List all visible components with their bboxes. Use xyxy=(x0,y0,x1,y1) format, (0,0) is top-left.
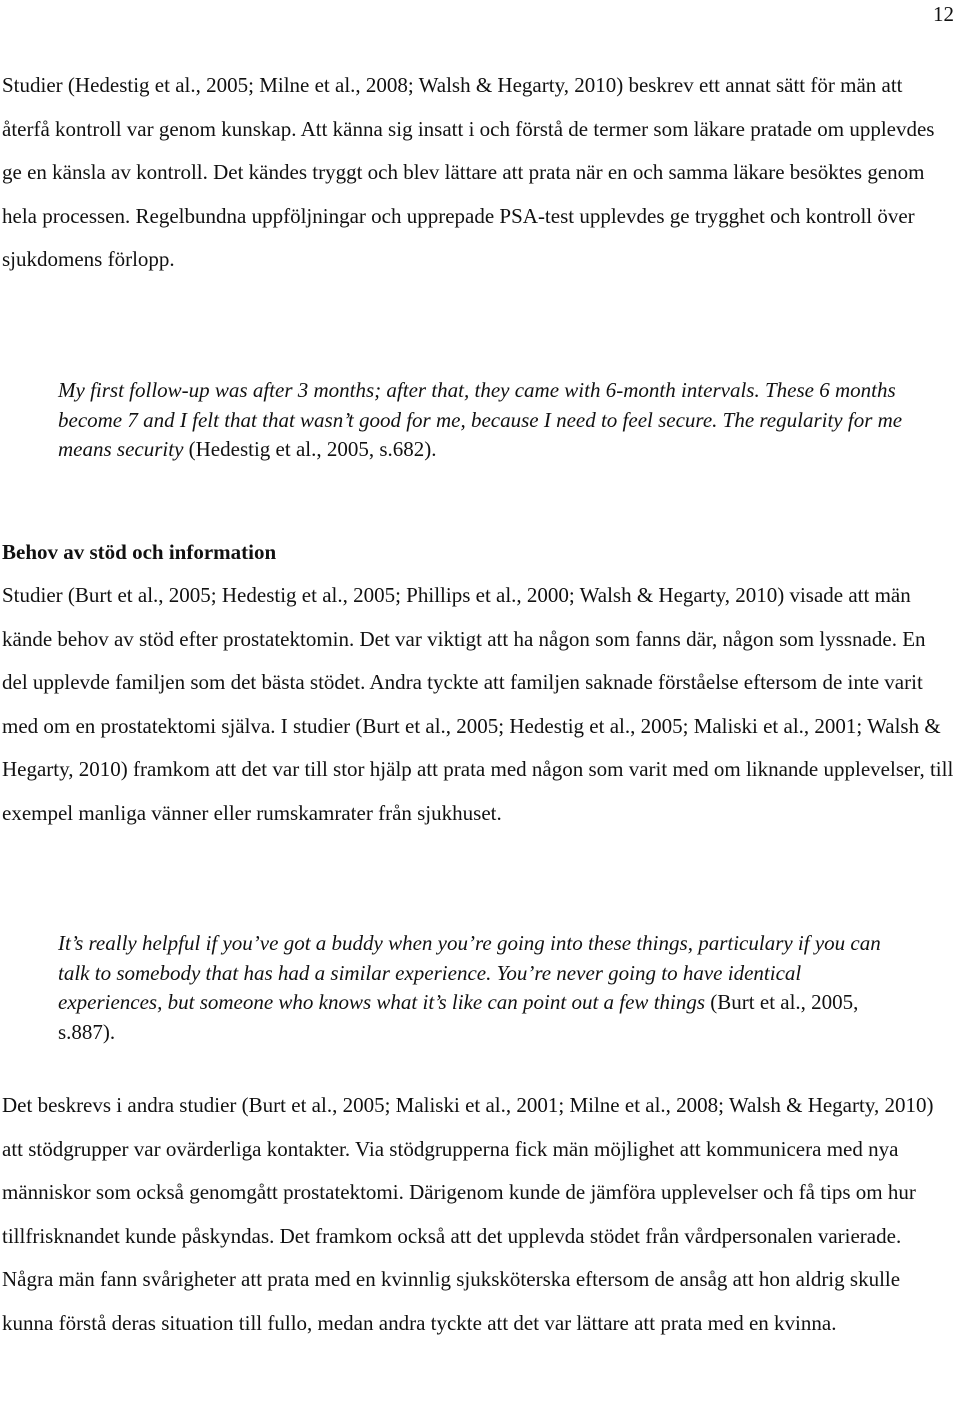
section-heading: Behov av stöd och information xyxy=(2,540,277,564)
block-quote xyxy=(58,376,908,465)
quote-citation: (Hedestig et al., 2005, s.682). xyxy=(183,437,437,461)
quote-text: My first follow-up was after 3 months; after that, they came with 6-month intervals. These 6 months become 7 and I felt that that wasn’t good for me, because I need to feel secure. The regularity for me means security xyxy=(58,378,903,461)
page-number: 12 xyxy=(933,2,954,26)
body-paragraph: Studier (Hedestig et al., 2005; Milne et al., 2008; Walsh & Hegarty, 2010) beskrev ett annat sätt för män att återfå kontroll var genom kunskap. Att känna sig insatt i och förstå de termer som läkare pratade om upplevdes ge en känsla av kontroll. Det kändes tryggt och blev lättare att prata när en och samma läkare besöktes genom hela processen. Regelbundna uppföljningar och upprepade PSA-test upplevdes ge trygghet och kontroll över sjukdomens förlopp. xyxy=(2,73,935,271)
block-quote xyxy=(58,929,908,1047)
quote-citation: (Burt et al., 2005, s.887). xyxy=(58,990,859,1044)
body-paragraph: Det beskrevs i andra studier (Burt et al., 2005; Maliski et al., 2001; Milne et al., 2008; Walsh & Hegarty, 2010) att stödgrupper var ovärderliga kontakter. Via stödgrupperna fick män möjlighet att kommunicera med nya människor som också genomgått prostatektomi. Därigenom kunde de jämföra upplevelser och få tips om hur tillfrisknandet kunde påskyndas. Det framkom också att det upplevda stödet från vårdpersonalen varierade. Några män fann svårigheter att prata med en kvinnlig sjuksköterska eftersom de ansåg att hon aldrig skulle kunna förstå deras situation till fullo, medan andra tyckte att det var lättare att prata med en kvinna. xyxy=(2,1093,934,1335)
quote-text: It’s really helpful if you’ve got a buddy when you’re going into these things, particulary if you can talk to somebody that has had a similar experience. You’re never going to have identical experiences, but someone who knows what it’s like can point out a few things xyxy=(58,931,881,1014)
body-paragraph: Studier (Burt et al., 2005; Hedestig et al., 2005; Phillips et al., 2000; Walsh & Hegarty, 2010) visade att män kände behov av stöd efter prostatektomin. Det var viktigt att ha någon som fanns där, någon som lyssnade. En del upplevde familjen som det bästa stödet. Andra tyckte att familjen saknade förståelse eftersom de inte varit med om en prostatektomi själva. I studier (Burt et al., 2005; Hedestig et al., 2005; Maliski et al., 2001; Walsh & Hegarty, 2010) framkom att det var till stor hjälp att prata med någon som varit med om liknande upplevelser, till exempel manliga vänner eller rumskamrater från sjukhuset. xyxy=(2,583,954,825)
